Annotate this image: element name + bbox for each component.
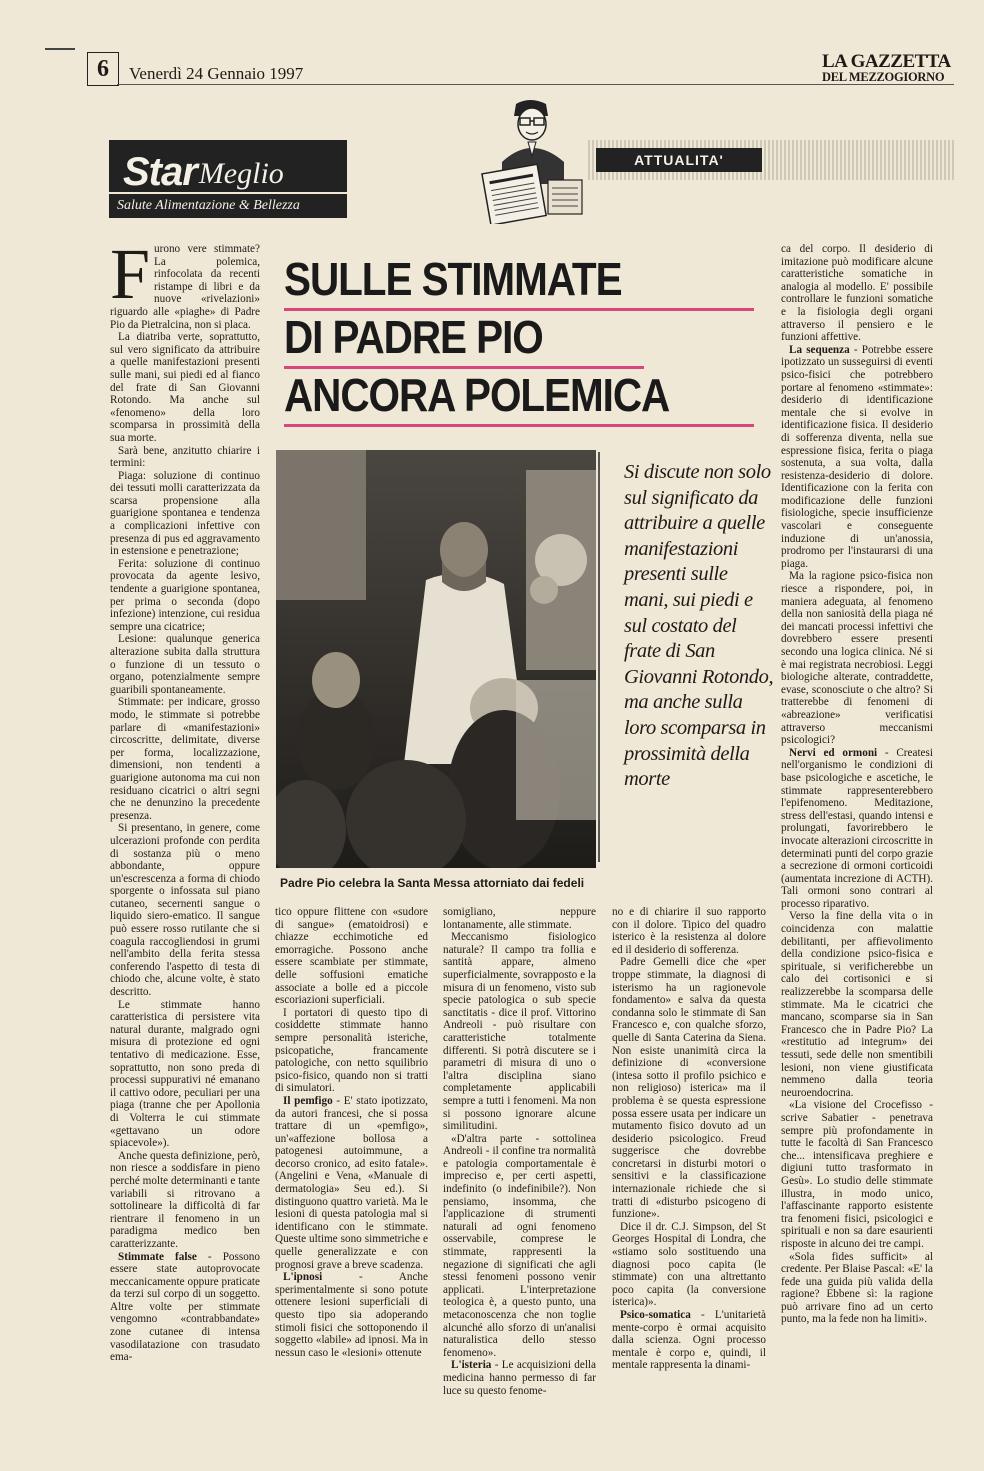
paragraph-text: - Le acquisizioni della medicina hanno permesso di far luce su questo fenome- [443,1359,596,1397]
article-column-5 [781,243,933,1326]
paragraph: Verso la fine della vita o in coincidenza con malattie debilitanti, per affievolimento della condizione psico-fisica e spirituale, si verificherebbe un calo dei cortisonici e si realizzerebbe la scomparsa delle stimmate. Ma le cicatrici che mancano, scomparse sia in San Francesco che in Padre Pio? La «restitutio ad integrum» dei tessuti, sede delle non smentibili lesioni, non viene giustificata nemmeno dalla teoria neuroendocrina. [781,910,933,1099]
paragraph: urono vere stimmate? La polemica, rinfocolata da recenti ristampe di libri e da nuove «rivelazioni» riguardo alle «piaghe» di Padre Pio da Pietralcina, non si placa. [110,243,260,331]
paragraph-text: - L'unitarietà mente-corpo è ormai acquisito dalla scienza. Ogni processo mentale è corpo e, quindi, il mentale rappresenta la dinami- [612,1309,766,1372]
paragraph: Ferita: soluzione di continuo provocata da agente lesivo, tendente a guarigione spontanea, per prima o seconda (dopo infezione) intenzione, cui residua sempre una cicatrice; [110,557,260,633]
highlighter-stroke [284,366,644,369]
logo-star: Star [123,150,197,194]
subhead: La sequenza [789,343,850,356]
subhead: L'isteria [451,1359,492,1372]
paragraph [443,1359,596,1397]
paragraph-text: - Createsi nell'organismo le condizioni di base psicologiche e ascetiche, le stimmate rappresenterebbero l'epifenomeno. Meditazione, stress dell'estasi, quando intensi e prolungati, favorirebbero le invocate alterazioni circoscritte in determinati punti del corpo grazie a secrezione di ormoni corticoidi (aumentata increzione di ACTH). Tali ormoni sono contrari al processo riparativo. [781,746,933,910]
article-column-3 [443,906,596,1397]
subhead: Stimmate false [118,1250,197,1263]
margin-mark [45,48,75,50]
paragraph [110,1251,260,1364]
paragraph: Meccanismo fisiologico naturale? Il campo tra follia e santità appare, almeno superficialmente, sovrapposto e la misura di un fenomeno, visto sub specie patologica o sub specie sanctitatis - dice il prof. Vittorino Andreoli - può risultare con caratteristiche totalmente differenti. Si potrà discutere se i parametri di misura di uno o l'altra disciplina siano completamente applicabili sempre a tutti i fenomeni. Ma non si possono ignorare alcune similitudini. [443,931,596,1133]
subhead: Nervi ed ormoni [789,746,878,759]
pull-quote: Si discute non solo sul significato da attribuire a quelle manifestazioni presenti sulle mani, sui piedi e sul costato del frate di San Giovanni Rotondo, ma anche sulla loro scomparsa in prossimità della morte [624,461,774,791]
paragraph: Le stimmate hanno caratteristica di persistere vita natural durante, malgrado ogni misura di protezione ed ogni tentativo di medicazione. Esse, soprattutto, non sono preda di processi suppurativi né emanano il cattivo odore, peculiari per una piaga (tranne che per Apollonia di Volterra le cui stimmate «gettavano un odore spiacevole»). [110,998,260,1150]
masthead-line2: DEL MEZZOGIORNO [822,70,945,84]
paragraph: «D'altra parte - sottolinea Andreoli - il confine tra normalità e patologia comportamentale è impreciso e, per certi aspetti, indefinito (o indefinibile?). Non pensiamo, insomma, che l'applicazione di strumenti naturali ad ogni fenomeno osservabile, comprese le stimmate, rappresenti la negazione di significati che agli stessi fenomeni possono venir applicati. L'interpretazione teologica è, a questo punto, una metaconoscenza che non toglie alcunché allo sforzo di un'analisi naturalistica dello stesso fenomeno». [443,1132,596,1359]
subhead: Psico-somatica [620,1309,691,1321]
highlighter-stroke [284,424,754,427]
highlighter-stroke [284,308,754,311]
drop-cap: F [110,234,151,314]
paragraph: somigliano, neppure lontanamente, alle stimmate. [443,906,596,931]
paragraph: Padre Gemelli dice che «per troppe stimmate, la diagnosi di isterismo ha un ragionevole fondamento» e salva da questa condanna solo le stimmate di San Francesco e, con qualche sforzo, quelle di Santa Caterina da Siena. Non esiste unanimità circa la definizione di «conversione (intesa sotto il profilo psichico e non religioso) isterica» ma il problema è se questa espressione possa essere usata per indicare un mutamento fisico dovuto ad un desiderio psicologico. Freud suggerisce che dovrebbe concretarsi in disturbi motori o sensitivi e la classificazione internazionale richiede che si tratti di «disturbo psicogeno di funzione». [612,956,766,1221]
article-column-2 [275,906,428,1359]
paragraph: La diatriba verte, soprattutto, sul vero significato da attribuire a quelle manifestazioni presenti sulle mani, sui piedi ed al fianco del frate di San Giovanni Rotondo. Ma anche sul «fenomeno» della loro scomparsa in prossimità della sua morte. [110,331,260,444]
photo-caption: Padre Pio celebra la Santa Messa attorniato dai fedeli [280,876,585,890]
paragraph: Anche questa definizione, però, non riesce a soddisfare in pieno perché molte determinanti e tante variabili si ritrovano a sottolineare la difficoltà di far rientrare il fenomeno in un paradigma medico ben caratterizzante. [110,1149,260,1250]
headline-line-3: ANCORA POLEMICA [284,369,670,421]
paragraph: «La visione del Crocefisso - scrive Sabatier - penetrava sempre più profondamente in tutte le facoltà di San Francesco che... intensificava preghiere e digiuni tutto trasformato in Gesù». Lo studio delle stimmate illustra, in modo unico, l'affascinante rapporto esistente tra fenomeni fisici, psicologici e spirituali e non sa dare esaurienti risposte in alcuno dei tre campi. [781,1099,933,1250]
pull-quote-rule [598,452,600,862]
paragraph: Si presentano, in genere, come ulcerazioni profonde con perdita di sostanza più o meno abbondante, oppure un'escrescenza a forma di chiodo sporgente o infossata sul piano cutaneo, secernenti sangue o liquido siero-ematico. Il sangue può essere rosso rutilante che si coagula raccogliendosi in grumi nell'ambito della ferita stessa conferendo l'aspetto di testa di chiodo che, alcune volte, è stato descritto. [110,822,260,999]
paragraph [612,1309,766,1372]
starmeglio-logo [109,140,347,222]
paragraph: Piaga: soluzione di continuo dei tessuti molli caratterizzata da scarsa propensione alla guarigione spontanea e tendenza a complicazioni infettive con presenza di pus ed aggravamento in estensione e penetrazione; [110,469,260,558]
paragraph-text: - E' stato ipotizzato, da autori francesi, che si possa trattare di un «pemfigo», un'«affezione bollosa a patogenesi autoimmune, a decorso cronico, ad esito fatale». (Angelini e Vena, «Manuale di dermatologia» Seu ed.). Si distinguono quattro varietà. Ma le lesioni di questa patologia mal si identificano con le stimmate. Queste ultime sono simmetriche e quelle generalizzate e con prognosi grave a breve scadenza. [275,1094,428,1271]
header-rule [117,84,954,85]
subhead: Il pemfigo [283,1094,333,1107]
paragraph: no e di chiarire il suo rapporto con il dolore. Tipico del quadro isterico è la resistenza al dolore ed il desiderio di sofferenza. [612,906,766,956]
issue-date: Venerdì 24 Gennaio 1997 [129,64,304,83]
paragraph-text: - Possono essere state autoprovocate meccanicamente oppure praticate da terzi sul corpo di un soggetto. Altre volte per stimmate vengomno «contrabbandate» zone cutanee di intensa vasodilatazione con trasudato ema- [110,1250,260,1364]
paragraph: ca del corpo. Il desiderio di imitazione può modificare alcune caratteristiche somatiche in analogia al modello. E' possibile controllare le funzioni somatiche e la fisiologia degli organi attraverso il pensiero e le funzioni affettive. [781,243,933,344]
paragraph-text: - Potrebbe essere ipotizzato un susseguirsi di eventi psico-fisici che potrebbero portare al fenomeno «stimmate»: desiderio di identificazione mentale che si evolve in identificazione fisica. Il desiderio di sofferenza diventa, nella sue espressione fisica, ferita o piaga sostenuta, a sua volta, dalla resistenza-desiderio di dolore. Identificazione con la ferita con modificazione delle funzioni fisiologiche, specie insufficienze vascolari e conseguente induzione di un'anossia, prodromo per l'instaurarsi di una piaga. [781,343,933,570]
paragraph: Stimmate: per indicare, grosso modo, le stimmate si potrebbe parlare di «manifestazioni» circoscritte, delimitate, diverse per forma, localizzazione, dimensioni, non tendenti a guarigione autonoma ma cui non residuano cicatrici o altri segni che ne denunzino la precedente presenza. [110,696,260,822]
paragraph: Dice il dr. C.J. Simpson, del St Georges Hospital di Londra, che «stiamo solo sostituendo una diagnosi poco capita (le stimmate) con una altrettanto poco capita (la conversione isterica)». [612,1220,766,1309]
logo-subtitle: Salute Alimentazione & Bellezza [109,194,347,218]
paragraph [275,1271,428,1359]
section-label: ATTUALITA' [596,148,762,172]
headline-line-2: DI PADRE PIO [284,311,543,363]
paragraph: I portatori di questo tipo di cosiddette stimmate hanno sempre personalità isteriche, psicopatiche, francamente patologiche, con netto squilibrio psico-fisico, quando non si tratti di simulatori. [275,1006,428,1095]
newspaper-reader-illustration [478,98,588,224]
logo-meglio: Meglio [198,157,284,190]
masthead [822,52,952,84]
paragraph: «Sola fides sufficit» al credente. Per Blaise Pascal: «E' la fede una guida più valida della ragione? Ebbene sì: la ragione può arrivare fino ad un certo punto, ma la fede non ha limiti». [781,1250,933,1326]
paragraph [275,1095,428,1271]
subhead: L'ipnosi [283,1271,323,1284]
article-column-4 [612,906,766,1372]
headline-line-1: SULLE STIMMATE [284,253,622,305]
masthead-line1: LA GAZZETTA [822,51,951,72]
paragraph: tico oppure flittene con «sudore di sangue» (ematoidrosi) e chiazze ecchimotiche ed emorragiche. Possono anche essere scambiate per stimmate, delle soffusioni ematiche associate a bolle ed a piccole escoriazioni superficiali. [275,906,428,1007]
padre-pio-photo [276,450,596,868]
logo-title [109,140,347,192]
page-number: 6 [87,52,119,86]
paragraph-text: - Anche sperimentalmente si sono potute ottenere lesioni superficiali di questo tipo sia adoperando stimoli fisici che sottoponendo il soggetto «labile» ad ipnosi. Ma in nessun caso le «lesioni» ottenute [275,1271,428,1359]
paragraph [781,344,933,571]
paragraph: Lesione: qualunque generica alterazione subita dalla struttura o funzione di un tessuto o organo, potenzialmente sempre guaribili spontaneamente. [110,633,260,696]
paragraph: Sarà bene, anzitutto chiarire i termini: [110,444,260,470]
paragraph: Ma la ragione psico-fisica non riesce a rispondere, poi, in maniera adeguata, al fenomeno della non saniosità della piaga né dei mancati processi infettivi che dovrebbero essere presenti secondo una logica clinica. Né si è mai registrata necrobiosi. Leggi biologiche alterate, contraddette, evase, sconosciute o che altro? Si tratterebbe di fenomeni di «abreazione» verificatisi attraverso meccanismi psicologici? [781,570,933,747]
paragraph [781,747,933,911]
headline [284,250,768,436]
article-column-1 [110,234,260,1364]
